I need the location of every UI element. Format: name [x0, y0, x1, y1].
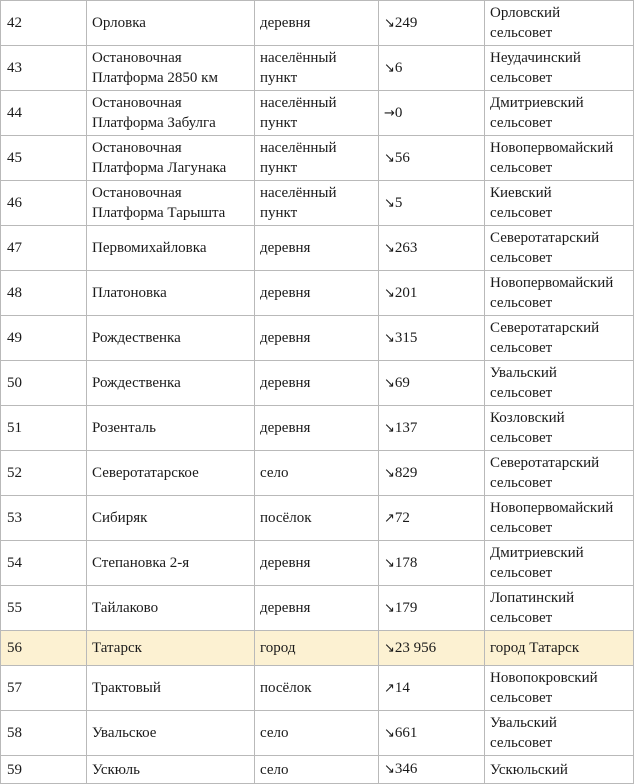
cell-name-line: Платформа 2850 км — [92, 70, 218, 86]
cell-council-line: сельсовет — [490, 160, 553, 176]
trend-down-icon: ↘ — [384, 555, 395, 571]
cell-type-line: населённый — [260, 140, 337, 156]
cell-type — [255, 541, 379, 586]
cell-council — [485, 271, 634, 316]
cell-number: 47 — [1, 226, 87, 271]
cell-number: 59 — [1, 756, 87, 784]
cell-type-line: населённый — [260, 185, 337, 201]
population-value: 69 — [394, 374, 410, 391]
cell-number: 49 — [1, 316, 87, 361]
cell-population — [379, 136, 485, 181]
cell-type-line: пункт — [260, 205, 298, 221]
cell-type-line: деревня — [260, 375, 311, 391]
population-value: 6 — [394, 59, 403, 76]
cell-population — [379, 666, 485, 711]
trend-down-icon: ↘ — [384, 640, 395, 656]
cell-name — [87, 91, 255, 136]
cell-council — [485, 406, 634, 451]
cell-type — [255, 406, 379, 451]
table-row — [1, 1, 634, 46]
table-row — [1, 226, 634, 271]
cell-council-line: Киевский — [490, 185, 552, 201]
cell-council — [485, 756, 634, 784]
cell-name-line: Платформа Тарыштa — [92, 205, 226, 221]
cell-council — [485, 631, 634, 666]
cell-number: 56 — [1, 631, 87, 666]
trend-down-icon: ↘ — [384, 285, 395, 301]
trend-down-icon: ↘ — [384, 195, 395, 211]
cell-population — [379, 631, 485, 666]
trend-down-icon: ↘ — [384, 240, 395, 256]
table-row — [1, 631, 634, 666]
cell-type — [255, 226, 379, 271]
population-value: 23 956 — [394, 639, 437, 656]
cell-population — [379, 46, 485, 91]
trend-down-icon: ↘ — [384, 330, 395, 346]
table-row — [1, 496, 634, 541]
cell-type — [255, 496, 379, 541]
cell-council-line: Дмитриевский — [490, 545, 584, 561]
cell-type-line: населённый — [260, 50, 337, 66]
cell-council-line: сельсовет — [490, 430, 553, 446]
cell-council-line: Северотатарский — [490, 230, 600, 246]
cell-council-line: Козловский — [490, 410, 565, 426]
cell-type-line: деревня — [260, 555, 311, 571]
cell-council — [485, 451, 634, 496]
table-row — [1, 316, 634, 361]
cell-type-line: посёлок — [260, 510, 312, 526]
trend-down-icon: ↘ — [384, 420, 395, 436]
cell-name-line: Остановочная — [92, 140, 182, 156]
cell-number: 54 — [1, 541, 87, 586]
cell-council-line: сельсовет — [490, 70, 553, 86]
cell-population — [379, 316, 485, 361]
population-value: 201 — [394, 284, 418, 301]
cell-type-line: деревня — [260, 15, 311, 31]
cell-name — [87, 46, 255, 91]
population-value: 178 — [394, 554, 418, 571]
cell-type — [255, 451, 379, 496]
cell-name — [87, 406, 255, 451]
table-row — [1, 91, 634, 136]
cell-name-line: Орловка — [92, 15, 146, 31]
trend-down-icon: ↘ — [384, 725, 395, 741]
cell-council — [485, 181, 634, 226]
population-value: 179 — [394, 599, 418, 616]
cell-type-line: посёлок — [260, 680, 312, 696]
cell-number: 46 — [1, 181, 87, 226]
cell-name — [87, 711, 255, 756]
cell-council-line: сельсовет — [490, 475, 553, 491]
trend-down-icon: ↘ — [384, 60, 395, 76]
cell-name — [87, 226, 255, 271]
cell-council-line: Неудачинский — [490, 50, 581, 66]
cell-name-line: Платформа Забулга — [92, 115, 216, 131]
trend-down-icon: ↘ — [384, 600, 395, 616]
cell-council-line: сельсовет — [490, 295, 553, 311]
cell-council-line: сельсовет — [490, 205, 553, 221]
population-value: 661 — [394, 724, 418, 741]
population-value: 137 — [394, 419, 418, 436]
cell-type — [255, 91, 379, 136]
table-row — [1, 181, 634, 226]
cell-population — [379, 541, 485, 586]
table-body — [1, 1, 634, 784]
table-row — [1, 271, 634, 316]
cell-number: 58 — [1, 711, 87, 756]
cell-council-line: сельсовет — [490, 25, 553, 41]
cell-population — [379, 451, 485, 496]
cell-name — [87, 451, 255, 496]
cell-type — [255, 136, 379, 181]
cell-name-line: Увальское — [92, 725, 157, 741]
cell-name-line: Рождественка — [92, 330, 181, 346]
cell-number: 42 — [1, 1, 87, 46]
cell-council-line: сельсовет — [490, 385, 553, 401]
cell-population — [379, 181, 485, 226]
cell-number: 50 — [1, 361, 87, 406]
cell-name-line: Тайлаково — [92, 600, 159, 616]
cell-council — [485, 711, 634, 756]
population-value: 315 — [394, 329, 418, 346]
cell-type — [255, 756, 379, 784]
cell-type-line: пункт — [260, 115, 298, 131]
cell-population — [379, 361, 485, 406]
cell-type — [255, 316, 379, 361]
cell-name — [87, 541, 255, 586]
cell-council — [485, 666, 634, 711]
cell-name-line: Татарск — [92, 640, 142, 656]
cell-name — [87, 181, 255, 226]
cell-council-line: город Татарск — [490, 640, 580, 656]
cell-name-line: Сибиряк — [92, 510, 148, 526]
cell-council-line: сельсовет — [490, 520, 553, 536]
cell-population — [379, 271, 485, 316]
cell-type-line: село — [260, 725, 289, 741]
population-value: 0 — [394, 104, 403, 121]
cell-council-line: сельсовет — [490, 565, 553, 581]
cell-name — [87, 136, 255, 181]
cell-number: 43 — [1, 46, 87, 91]
cell-type-line: деревня — [260, 420, 311, 436]
table-row — [1, 46, 634, 91]
cell-council-line: Новопервомайский — [490, 500, 614, 516]
cell-name — [87, 496, 255, 541]
table-row — [1, 451, 634, 496]
cell-type-line: пункт — [260, 70, 298, 86]
cell-number: 48 — [1, 271, 87, 316]
cell-type-line: населённый — [260, 95, 337, 111]
cell-name-line: Остановочная — [92, 185, 182, 201]
cell-name-line: Платоновка — [92, 285, 167, 301]
cell-type — [255, 666, 379, 711]
table-row — [1, 666, 634, 711]
population-value: 5 — [394, 194, 403, 211]
cell-council — [485, 541, 634, 586]
cell-number: 51 — [1, 406, 87, 451]
cell-type-line: деревня — [260, 240, 311, 256]
table-row — [1, 541, 634, 586]
cell-name — [87, 1, 255, 46]
population-value: 72 — [394, 509, 410, 526]
cell-number: 44 — [1, 91, 87, 136]
cell-council-line: сельсовет — [490, 115, 553, 131]
cell-name — [87, 271, 255, 316]
trend-flat-icon: → — [384, 105, 395, 121]
trend-up-icon: ↗ — [384, 510, 395, 526]
cell-type-line: деревня — [260, 330, 311, 346]
population-value: 263 — [394, 239, 418, 256]
cell-name-line: Рождественка — [92, 375, 181, 391]
cell-number: 55 — [1, 586, 87, 631]
cell-council-line: сельсовет — [490, 610, 553, 626]
cell-council-line: Северотатарский — [490, 455, 600, 471]
cell-type-line: село — [260, 761, 289, 778]
cell-council-line: сельсовет — [490, 340, 553, 356]
cell-type — [255, 711, 379, 756]
cell-council-line: Дмитриевский — [490, 95, 584, 111]
cell-name-line: Ускюль — [92, 761, 140, 778]
cell-type — [255, 271, 379, 316]
cell-council-line: Увальский — [490, 365, 557, 381]
table-row — [1, 586, 634, 631]
cell-population — [379, 91, 485, 136]
trend-up-icon: ↗ — [384, 680, 395, 696]
cell-population — [379, 226, 485, 271]
cell-name-line: Первомихайловка — [92, 240, 207, 256]
cell-council-line: Ускюльский — [490, 761, 568, 778]
cell-council — [485, 361, 634, 406]
population-value: 249 — [394, 14, 418, 31]
cell-council-line: Северотатарский — [490, 320, 600, 336]
cell-name — [87, 361, 255, 406]
cell-population — [379, 1, 485, 46]
cell-population — [379, 496, 485, 541]
cell-number: 53 — [1, 496, 87, 541]
table-row — [1, 711, 634, 756]
trend-down-icon: ↘ — [384, 375, 395, 391]
cell-population — [379, 711, 485, 756]
trend-down-icon: ↘ — [384, 465, 395, 481]
cell-name — [87, 756, 255, 784]
cell-council — [485, 496, 634, 541]
cell-council-line: Орловский — [490, 5, 561, 21]
table-row — [1, 361, 634, 406]
table-row — [1, 756, 634, 784]
cell-number: 52 — [1, 451, 87, 496]
cell-number: 45 — [1, 136, 87, 181]
cell-population — [379, 756, 485, 784]
cell-council-line: сельсовет — [490, 250, 553, 266]
population-value: 56 — [394, 149, 410, 166]
cell-type — [255, 46, 379, 91]
cell-council — [485, 586, 634, 631]
population-value: 346 — [394, 761, 418, 777]
cell-name-line: Степановка 2-я — [92, 555, 190, 571]
cell-type — [255, 361, 379, 406]
cell-name — [87, 631, 255, 666]
cell-council — [485, 1, 634, 46]
cell-type-line: деревня — [260, 600, 311, 616]
cell-council — [485, 136, 634, 181]
cell-council-line: Новопервомайский — [490, 275, 614, 291]
population-value: 14 — [394, 679, 410, 696]
cell-type — [255, 1, 379, 46]
cell-type-line: пункт — [260, 160, 298, 176]
cell-population — [379, 586, 485, 631]
cell-type-line: город — [260, 640, 296, 656]
cell-name-line: Остановочная — [92, 50, 182, 66]
table-row — [1, 406, 634, 451]
cell-number: 57 — [1, 666, 87, 711]
cell-council-line: Новопокровский — [490, 670, 598, 686]
trend-down-icon: ↘ — [384, 150, 395, 166]
cell-council — [485, 226, 634, 271]
table-row — [1, 136, 634, 181]
population-value: 829 — [394, 464, 418, 481]
cell-name-line: Остановочная — [92, 95, 182, 111]
cell-name — [87, 316, 255, 361]
cell-name-line: Северотатарское — [92, 465, 199, 481]
cell-type — [255, 631, 379, 666]
cell-population — [379, 406, 485, 451]
cell-name — [87, 586, 255, 631]
cell-council-line: сельсовет — [490, 735, 553, 751]
cell-type — [255, 586, 379, 631]
cell-council — [485, 316, 634, 361]
cell-name-line: Трактовый — [92, 680, 161, 696]
cell-type-line: деревня — [260, 285, 311, 301]
cell-type-line: село — [260, 465, 289, 481]
cell-name-line: Платформа Лагунака — [92, 160, 227, 176]
cell-council — [485, 46, 634, 91]
trend-down-icon: ↘ — [384, 15, 395, 31]
cell-type — [255, 181, 379, 226]
cell-council-line: Лопатинский — [490, 590, 575, 606]
cell-name-line: Розенталь — [92, 420, 156, 436]
cell-council-line: сельсовет — [490, 690, 553, 706]
cell-council-line: Увальский — [490, 715, 557, 731]
cell-council-line: Новопервомайский — [490, 140, 614, 156]
cell-name — [87, 666, 255, 711]
cell-council — [485, 91, 634, 136]
trend-down-icon: ↘ — [384, 762, 395, 777]
